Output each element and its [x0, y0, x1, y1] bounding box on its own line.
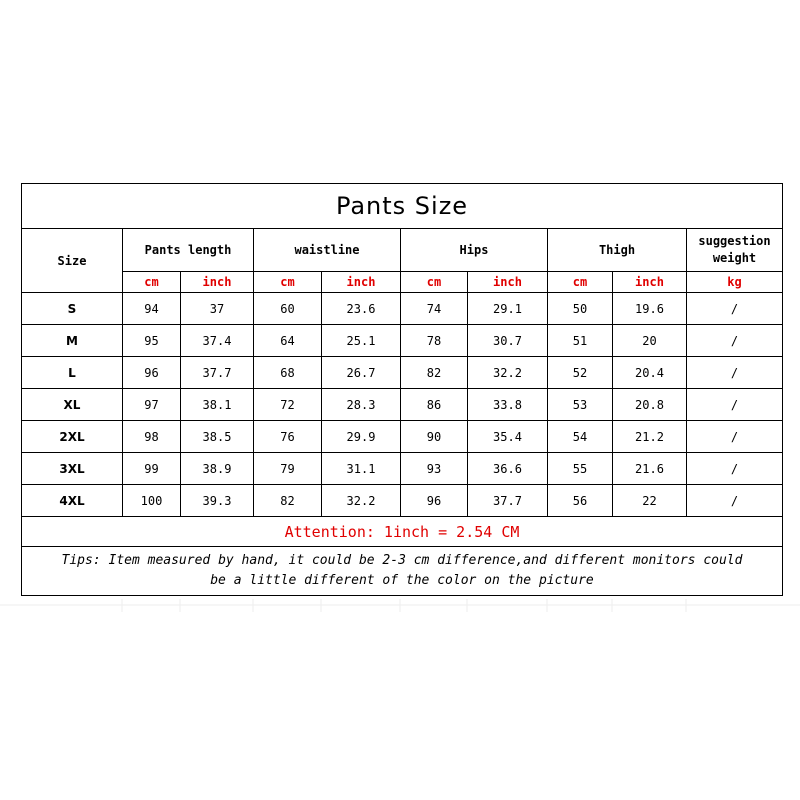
- header-size: Size: [22, 229, 123, 293]
- hips-cm-cell: 86: [401, 389, 468, 421]
- hips-cm-cell: 96: [401, 485, 468, 517]
- thigh-cm-cell: 54: [548, 421, 613, 453]
- thigh-cm-cell: 56: [548, 485, 613, 517]
- thigh-cm-cell: 55: [548, 453, 613, 485]
- thigh-cm-cell: 50: [548, 293, 613, 325]
- hips-inch-cell: 37.7: [468, 485, 548, 517]
- length-cm-cell: 98: [123, 421, 181, 453]
- thigh-inch-cell: 19.6: [613, 293, 687, 325]
- length-cm-cell: 94: [123, 293, 181, 325]
- length-inch-cell: 37: [181, 293, 254, 325]
- waist-cm-cell: 64: [254, 325, 322, 357]
- header-waistline: waistline: [254, 229, 401, 272]
- weight-cell: /: [687, 389, 783, 421]
- size-cell: M: [22, 325, 123, 357]
- hips-inch-cell: 29.1: [468, 293, 548, 325]
- waist-cm-cell: 79: [254, 453, 322, 485]
- waist-inch-cell: 32.2: [322, 485, 401, 517]
- tips-note: [22, 547, 783, 596]
- table-row: [22, 293, 783, 325]
- thigh-inch-cell: 20.8: [613, 389, 687, 421]
- waist-inch-cell: 26.7: [322, 357, 401, 389]
- length-cm-cell: 97: [123, 389, 181, 421]
- unit-thigh-inch: inch: [613, 272, 687, 293]
- table-row: [22, 389, 783, 421]
- tips-line-2: be a little different of the color on the picture: [210, 573, 594, 588]
- size-cell: S: [22, 293, 123, 325]
- weight-cell: /: [687, 453, 783, 485]
- thigh-inch-cell: 22: [613, 485, 687, 517]
- header-suggestion-weight: [687, 229, 783, 272]
- length-inch-cell: 37.7: [181, 357, 254, 389]
- table-row: [22, 357, 783, 389]
- weight-cell: /: [687, 357, 783, 389]
- waist-inch-cell: 23.6: [322, 293, 401, 325]
- length-inch-cell: 38.9: [181, 453, 254, 485]
- weight-cell: /: [687, 485, 783, 517]
- thigh-inch-cell: 21.6: [613, 453, 687, 485]
- waist-inch-cell: 28.3: [322, 389, 401, 421]
- waist-cm-cell: 68: [254, 357, 322, 389]
- size-chart: [21, 183, 782, 599]
- unit-length-cm: cm: [123, 272, 181, 293]
- table-row: [22, 485, 783, 517]
- hips-inch-cell: 35.4: [468, 421, 548, 453]
- waist-cm-cell: 76: [254, 421, 322, 453]
- header-thigh: Thigh: [548, 229, 687, 272]
- thigh-inch-cell: 21.2: [613, 421, 687, 453]
- weight-cell: /: [687, 421, 783, 453]
- header-hips: Hips: [401, 229, 548, 272]
- thigh-inch-cell: 20.4: [613, 357, 687, 389]
- pants-size-table: [21, 183, 783, 596]
- weight-cell: /: [687, 325, 783, 357]
- waist-inch-cell: 25.1: [322, 325, 401, 357]
- unit-hips-inch: inch: [468, 272, 548, 293]
- header-pants-length: Pants length: [123, 229, 254, 272]
- size-cell: 4XL: [22, 485, 123, 517]
- unit-waist-inch: inch: [322, 272, 401, 293]
- hips-cm-cell: 82: [401, 357, 468, 389]
- length-cm-cell: 95: [123, 325, 181, 357]
- length-cm-cell: 100: [123, 485, 181, 517]
- waist-inch-cell: 29.9: [322, 421, 401, 453]
- unit-hips-cm: cm: [401, 272, 468, 293]
- size-cell: L: [22, 357, 123, 389]
- length-cm-cell: 99: [123, 453, 181, 485]
- length-inch-cell: 38.1: [181, 389, 254, 421]
- size-cell: 2XL: [22, 421, 123, 453]
- hips-cm-cell: 90: [401, 421, 468, 453]
- unit-weight-kg: kg: [687, 272, 783, 293]
- thigh-inch-cell: 20: [613, 325, 687, 357]
- unit-length-inch: inch: [181, 272, 254, 293]
- hips-cm-cell: 78: [401, 325, 468, 357]
- table-row: [22, 325, 783, 357]
- length-inch-cell: 38.5: [181, 421, 254, 453]
- length-inch-cell: 39.3: [181, 485, 254, 517]
- size-cell: 3XL: [22, 453, 123, 485]
- hips-inch-cell: 33.8: [468, 389, 548, 421]
- unit-waist-cm: cm: [254, 272, 322, 293]
- length-inch-cell: 37.4: [181, 325, 254, 357]
- header-suggestion-weight-line1: suggestion: [698, 234, 771, 248]
- attention-note: Attention: 1inch = 2.54 CM: [22, 517, 783, 547]
- hips-cm-cell: 74: [401, 293, 468, 325]
- tips-line-1: Tips: Item measured by hand, it could be 2-3 cm difference,and different monitors could: [61, 553, 743, 568]
- waist-cm-cell: 82: [254, 485, 322, 517]
- weight-cell: /: [687, 293, 783, 325]
- waist-cm-cell: 72: [254, 389, 322, 421]
- size-cell: XL: [22, 389, 123, 421]
- hips-inch-cell: 32.2: [468, 357, 548, 389]
- waist-cm-cell: 60: [254, 293, 322, 325]
- hips-inch-cell: 36.6: [468, 453, 548, 485]
- thigh-cm-cell: 53: [548, 389, 613, 421]
- table-title: Pants Size: [22, 184, 783, 229]
- thigh-cm-cell: 51: [548, 325, 613, 357]
- hips-cm-cell: 93: [401, 453, 468, 485]
- header-suggestion-weight-line2: weight: [712, 251, 757, 265]
- table-row: [22, 421, 783, 453]
- length-cm-cell: 96: [123, 357, 181, 389]
- unit-thigh-cm: cm: [548, 272, 613, 293]
- thigh-cm-cell: 52: [548, 357, 613, 389]
- table-row: [22, 453, 783, 485]
- hips-inch-cell: 30.7: [468, 325, 548, 357]
- waist-inch-cell: 31.1: [322, 453, 401, 485]
